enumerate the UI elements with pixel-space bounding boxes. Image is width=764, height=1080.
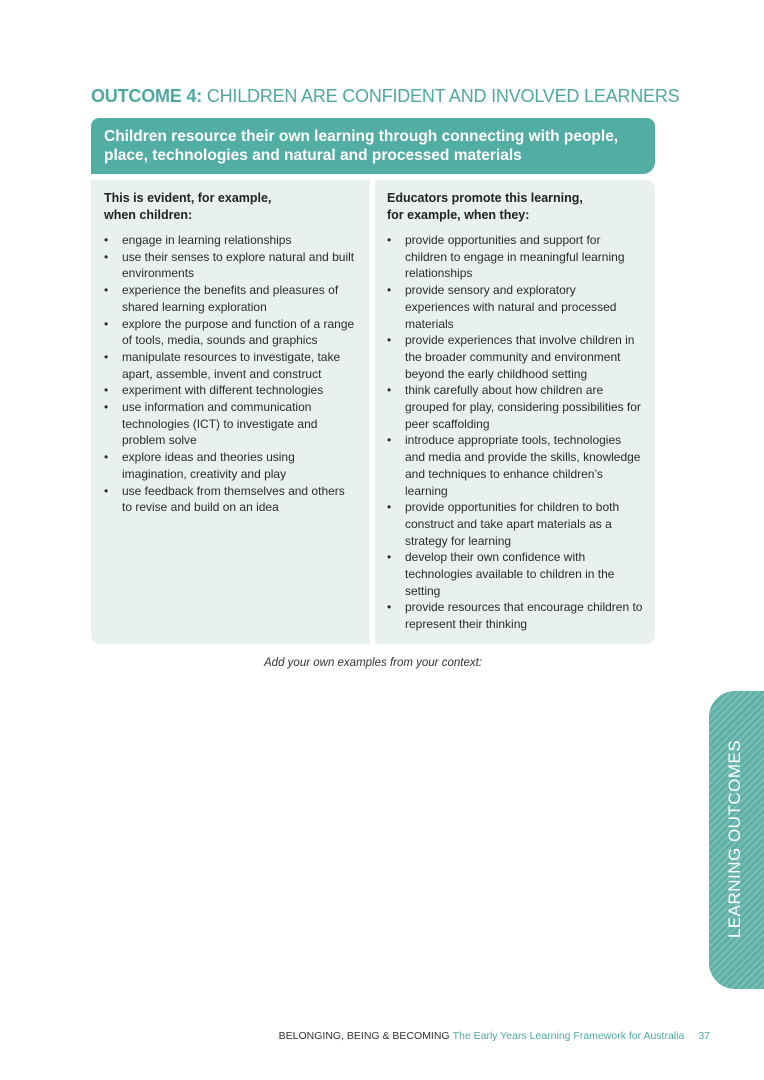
page-footer bbox=[279, 1030, 710, 1042]
educators-promote-heading: Educators promote this learning, for example, when they: bbox=[387, 191, 583, 222]
list-item: • use their senses to explore natural and built environments bbox=[104, 249, 358, 282]
list-item: • use feedback from themselves and others to revise and build on an idea bbox=[104, 483, 358, 516]
add-examples-prompt: Add your own examples from your context: bbox=[264, 657, 482, 669]
section-tab-label: LEARNING OUTCOMES bbox=[724, 739, 744, 939]
footer-subtitle: The Early Years Learning Framework for Australia bbox=[452, 1030, 685, 1042]
outcome-title bbox=[91, 86, 679, 107]
list-item: • provide resources that encourage children to represent their thinking bbox=[387, 599, 643, 632]
footer-publication: BELONGING, BEING & BECOMING bbox=[278, 1030, 450, 1042]
list-item: • experiment with different technologies bbox=[104, 382, 358, 399]
list-item: • develop their own confidence with technologies available to children in the setting bbox=[387, 549, 643, 599]
list-item: • introduce appropriate tools, technologies and media and provide the skills, knowledge and techniques to enhance children’s learning bbox=[387, 432, 643, 499]
children-evidence-heading: This is evident, for example, when children: bbox=[104, 191, 272, 222]
outcome-heading: CHILDREN ARE CONFIDENT AND INVOLVED LEARNERS bbox=[202, 86, 680, 106]
children-evidence-panel bbox=[91, 180, 370, 644]
list-item: • provide opportunities for children to both construct and take apart materials as a strategy for learning bbox=[387, 499, 643, 549]
list-item: • provide opportunities and support for children to engage in meaningful learning relationships bbox=[387, 232, 643, 282]
educators-promote-panel bbox=[375, 180, 655, 644]
children-evidence-list bbox=[104, 232, 358, 516]
list-item: • engage in learning relationships bbox=[104, 232, 358, 249]
list-item: • explore the purpose and function of a range of tools, media, sounds and graphics bbox=[104, 316, 358, 349]
list-item: • explore ideas and theories using imagination, creativity and play bbox=[104, 449, 358, 482]
list-item: • provide sensory and exploratory experiences with natural and processed materials bbox=[387, 282, 643, 332]
list-item: • use information and communication technologies (ICT) to investigate and problem solve bbox=[104, 399, 358, 449]
list-item: • provide experiences that involve children in the broader community and environment beyond the early childhood setting bbox=[387, 332, 643, 382]
educators-promote-list bbox=[387, 232, 643, 633]
list-item: • manipulate resources to investigate, take apart, assemble, invent and construct bbox=[104, 349, 358, 382]
outcome-number: OUTCOME 4: bbox=[91, 86, 203, 106]
page-number: 37 bbox=[698, 1030, 710, 1042]
outcome-banner: Children resource their own learning through connecting with people, place, technologies and natural and processed materials bbox=[91, 118, 655, 174]
list-item: • experience the benefits and pleasures of shared learning exploration bbox=[104, 282, 358, 315]
section-tab bbox=[709, 691, 764, 989]
list-item: • think carefully about how children are grouped for play, considering possibilities for peer scaffolding bbox=[387, 382, 643, 432]
